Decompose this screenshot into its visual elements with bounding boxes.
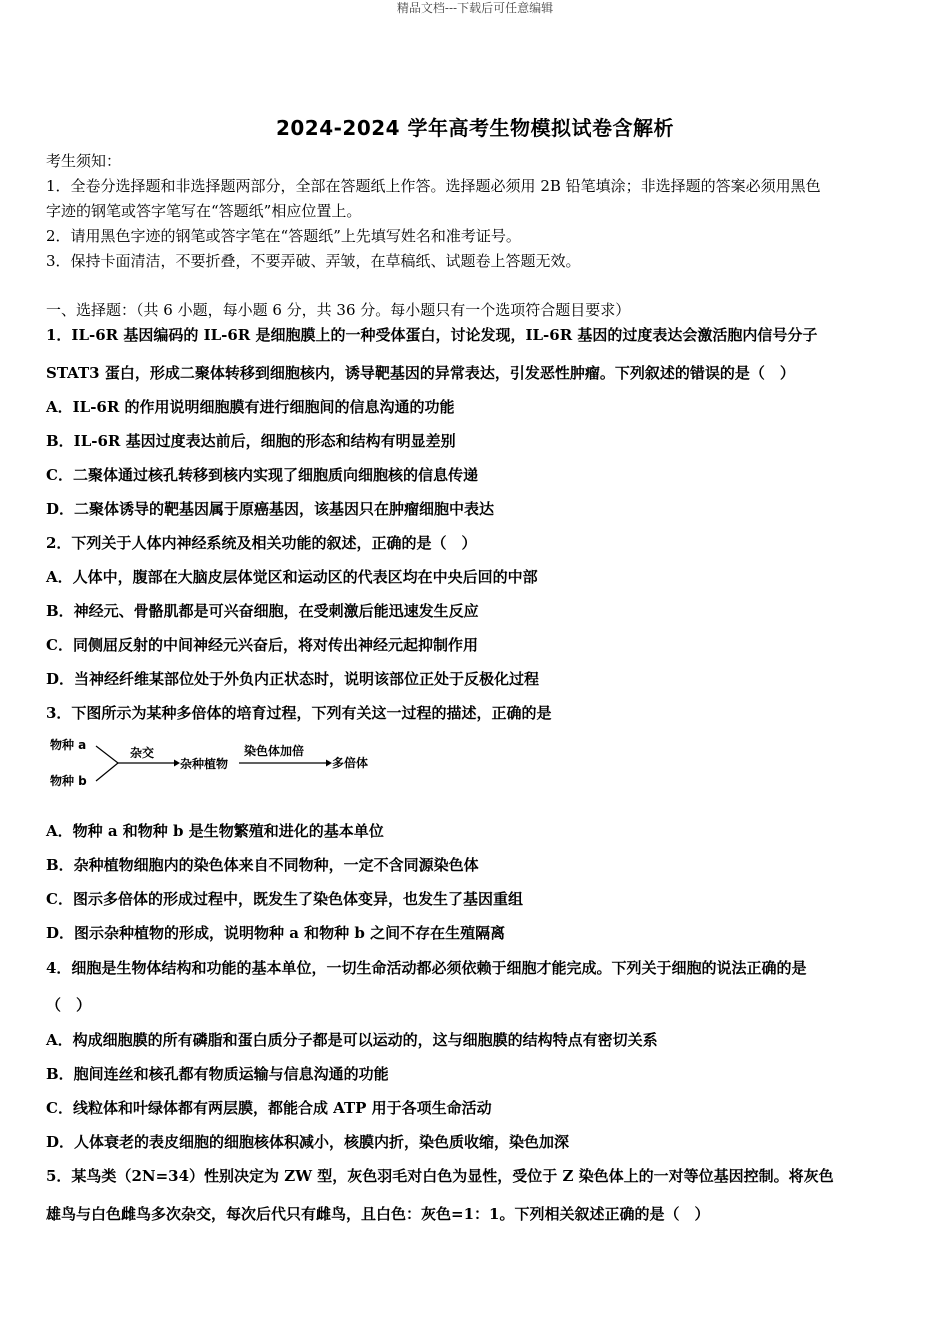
hybrid-plant-label: 杂种植物 — [180, 757, 229, 771]
polyploid-label: 多倍体 — [332, 756, 369, 770]
question-4-option-d: D．人体衰老的表皮细胞的细胞核体积减小，核膜内折，染色质收缩，染色加深 — [46, 1133, 570, 1151]
question-2-option-b: B．神经元、骨骼肌都是可兴奋细胞，在受刺激后能迅速发生反应 — [46, 602, 479, 620]
notice-item: 字迹的钢笔或答字笔写在“答题纸”相应位置上。 — [46, 202, 362, 220]
notice-item: 3．保持卡面清洁，不要折叠，不要弄破、弄皱，在草稿纸、试题卷上答题无效。 — [46, 252, 581, 270]
question-4-option-c: C．线粒体和叶绿体都有两层膜，都能合成 ATP 用于各项生命活动 — [46, 1099, 492, 1117]
question-4-stem: 4．细胞是生物体结构和功能的基本单位，一切生命活动都必须依赖于细胞才能完成。下列关于细胞的说法正确的是 — [46, 959, 807, 977]
notice-item: 2．请用黑色字迹的钢笔或答字笔在“答题纸”上先填写姓名和准考证号。 — [46, 227, 521, 245]
question-1-option-a: A．IL-6R 的作用说明细胞膜有进行细胞间的信息沟通的功能 — [46, 398, 455, 416]
polyploid-breeding-diagram — [46, 735, 386, 795]
question-3-stem: 3．下图所示为某种多倍体的培育过程，下列有关这一过程的描述，正确的是 — [46, 704, 552, 722]
notice-item: 1．全卷分选择题和非选择题两部分，全部在答题纸上作答。选择题必须用 2B 铅笔填涂；非选择题的答案必须用黑色 — [46, 177, 821, 195]
question-3-option-c: C．图示多倍体的形成过程中，既发生了染色体变异，也发生了基因重组 — [46, 890, 523, 908]
question-4-stem-cont: （ ） — [46, 996, 92, 1014]
chromosome-doubling-label: 染色体加倍 — [244, 744, 305, 758]
notice-heading: 考生须知： — [46, 152, 122, 170]
question-3-option-b: B．杂种植物细胞内的染色体来自不同物种，一定不含同源染色体 — [46, 856, 479, 874]
question-5-stem: 5．某鸟类（2N=34）性别决定为 ZW 型，灰色羽毛对白色为显性，受位于 Z 染色体上的一对等位基因控制。将灰色 — [46, 1167, 834, 1185]
question-2-option-c: C．同侧屈反射的中间神经元兴奋后，将对传出神经元起抑制作用 — [46, 636, 478, 654]
question-4-option-a: A．构成细胞膜的所有磷脂和蛋白质分子都是可以运动的，这与细胞膜的结构特点有密切关系 — [46, 1031, 658, 1049]
page-title: 2024-2024 学年高考生物模拟试卷含解析 — [275, 116, 675, 140]
question-1-option-d: D．二聚体诱导的靶基因属于原癌基因，该基因只在肿瘤细胞中表达 — [46, 500, 495, 518]
branch-line-a — [96, 746, 118, 763]
question-1-stem: 1．IL-6R 基因编码的 IL-6R 是细胞膜上的一种受体蛋白，讨论发现，IL-6R 基因的过度表达会激活胞内信号分子 — [46, 326, 818, 344]
question-5-stem-cont: 雄鸟与白色雌鸟多次杂交，每次后代只有雌鸟，且白色：灰色=1：1。下列相关叙述正确的是（ ） — [46, 1205, 710, 1223]
page-header: 精品文档---下载后可任意编辑 — [396, 1, 554, 15]
question-1-option-c: C．二聚体通过核孔转移到核内实现了细胞质向细胞核的信息传递 — [46, 466, 478, 484]
cross-label: 杂交 — [130, 746, 155, 760]
question-1-option-b: B．IL-6R 基因过度表达前后，细胞的形态和结构有明显差别 — [46, 432, 456, 450]
species-a-label: 物种 a — [50, 738, 87, 752]
species-b-label: 物种 b — [50, 774, 87, 788]
question-2-stem: 2．下列关于人体内神经系统及相关功能的叙述，正确的是（ ） — [46, 534, 477, 552]
branch-line-b — [96, 763, 118, 781]
question-3-option-d: D．图示杂种植物的形成，说明物种 a 和物种 b 之间不存在生殖隔离 — [46, 924, 506, 942]
question-2-option-d: D．当神经纤维某部位处于外负内正状态时，说明该部位正处于反极化过程 — [46, 670, 540, 688]
question-1-stem-cont: STAT3 蛋白，形成二聚体转移到细胞核内，诱导靶基因的异常表达，引发恶性肿瘤。下列叙述的错误的是（ ） — [46, 364, 795, 382]
question-4-option-b: B．胞间连丝和核孔都有物质运输与信息沟通的功能 — [46, 1065, 389, 1083]
question-2-option-a: A．人体中，腹部在大脑皮层体觉区和运动区的代表区均在中央后回的中部 — [46, 568, 538, 586]
section-heading: 一、选择题：（共 6 小题，每小题 6 分，共 36 分。每小题只有一个选项符合题目要求） — [46, 301, 631, 319]
question-3-option-a: A．物种 a 和物种 b 是生物繁殖和进化的基本单位 — [46, 822, 384, 840]
